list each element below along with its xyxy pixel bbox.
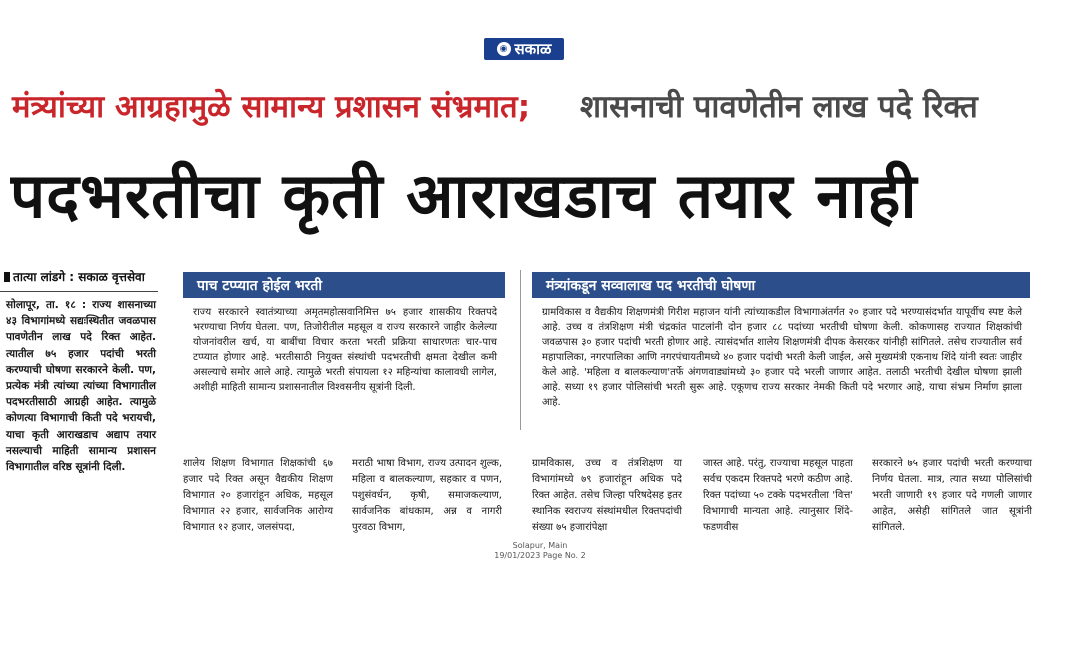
byline-block bbox=[0, 268, 160, 292]
box-right-body: ग्रामविकास व वैद्यकीय शिक्षणमंत्री गिरीश महाजन यांनी त्यांच्याकडील विभागाअंतर्गत २० हजार पदे भरण्यासंदर्भात यापूर्वीच स्पष्ट केले आहे. उच्च व तंत्रशिक्षण मंत्री चंद्रकांत पाटलांनी दोन हजार ८८ पदांच्या भरतीची घोषणा केली. कोकणासह राज्यात शिक्षकांची जवळपास ३० हजार पदांची भरती होणार आहे. त्यासंदर्भात शालेय शिक्षणमंत्री दीपक केसरकर यांनीही सांगितले. तसेच राज्यातील सर्व महापालिका, नगरपालिका आणि नगरपंचायतीमध्ये ४० हजार पदांची भरती केली जाईल, असे मुख्यमंत्री एकनाथ शिंदे यांनी स्वतः जाहीर केले आहे. 'महिला व बालकल्याण'तर्फे अंगणवाड्यांमध्ये ३० हजार पदे भरली जाणार आहेत. तलाठी भरतीची देखील घोषणा झाली आहे. सध्या १९ हजार पोलिसांची भरती सुरू आहे. एकूणच राज्य सरकार नेमकी किती पदे भरणार आहे, याचा संभ्रम निर्माण झाला आहे. bbox=[542, 307, 1022, 408]
logo-mark-icon: ◉ bbox=[497, 42, 511, 56]
lead-paragraph: सोलापूर, ता. १८ : राज्य शासनाच्या ४३ विभागांमध्ये सद्यःस्थितीत जवळपास पावणेतीन लाख पदे रिक्त आहेत. त्यातील ७५ हजार पदांची भरती करण्याची घोषणा सरकारने केली. पण, प्रत्येक मंत्री त्यांच्या त्यांच्या विभागातील पदभरतीसाठी आग्रही आहेत. त्यामुळे कोणत्या विभागाची किती पदे भरायची, याचा कृती आराखडाच अद्याप तयार नसल्याची माहिती सामान्य प्रशासन विभागातील वरिष्ठ सूत्रांनी दिली. bbox=[6, 299, 156, 474]
kicker-red: मंत्र्यांच्या आग्रहामुळे सामान्य प्रशासन संभ्रमात; bbox=[12, 89, 531, 125]
box-ministers-announcement bbox=[532, 272, 1030, 427]
footer-date-page: 19/01/2023 Page No. 2 bbox=[494, 551, 586, 560]
logo-text: सकाळ bbox=[514, 40, 552, 58]
footer-edition: Solapur, Main bbox=[512, 541, 568, 550]
body-column-2: मराठी भाषा विभाग, राज्य उत्पादन शुल्क, महिला व बालकल्याण, सहकार व पणन, पशुसंवर्धन, कृषी, समाजकल्याण, सार्वजनिक बांधकाम, अन्न व नागरी पुरवठा विभाग, bbox=[352, 458, 502, 533]
body-column-3: ग्रामविकास, उच्च व तंत्रशिक्षण या विभागांमध्ये ७९ हजारांहून अधिक पदे रिक्त आहेत. तसेच जिल्हा परिषदेसह इतर स्थानिक स्वराज्य संस्थांमधील रिक्तपदांची संख्या ७५ हजारांपेक्षा bbox=[532, 458, 682, 533]
byline-divider bbox=[0, 291, 158, 292]
body-column-5: सरकारने ७५ हजार पदांची भरती करण्याचा निर्णय घेतला. मात्र, त्यात सध्या पोलिसांची भरती जाणारी १९ हजार पदे गणली जाणार आहेत, असेही सांगितले जात सूत्रांनी सांगितले. bbox=[872, 458, 1032, 533]
byline-bullet-icon bbox=[4, 272, 10, 282]
box-left-body: राज्य सरकारने स्वातंत्र्याच्या अमृतमहोत्सवानिमित्त ७५ हजार शासकीय रिक्तपदे भरण्याचा निर्णय घेतला. पण, तिजोरीतील महसूल व राज्य सरकारने जाहीर केलेल्या योजनांवरील खर्च, या बाबींचा विचार करता भरती प्रक्रिया साधारणतः चार-पाच टप्प्यात होणार आहे. भरतीसाठी नियुक्त संस्थांची पदभरतीची क्षमता देखील कमी असल्याचे समोर आले आहे. त्यामुळे भरती संपायला १२ महिन्यांचा कालावधी लागेल, अशीही माहिती सामान्य प्रशासनातील विश्वसनीय सूत्रांनी दिली. bbox=[193, 307, 497, 393]
byline bbox=[0, 268, 160, 285]
headline: पदभरतीचा कृती आराखडाच तयार नाही bbox=[10, 159, 918, 232]
sakal-logo bbox=[484, 38, 564, 60]
body-column-1: शालेय शिक्षण विभागात शिक्षकांची ६७ हजार पदे रिक्त असून वैद्यकीय शिक्षण विभागात २० हजारांहून अधिक, महसूल विभागात २२ हजार, सार्वजनिक आरोग्य विभागात १२ हजार, जलसंपदा, bbox=[183, 458, 333, 533]
page-footer bbox=[460, 541, 620, 561]
box-right-title: मंत्र्यांकडून सव्वालाख पद भरतीची घोषणा bbox=[532, 272, 1030, 298]
kicker-line bbox=[0, 85, 1080, 129]
kicker-grey: शासनाची पावणेतीन लाख पदे रिक्त bbox=[580, 89, 978, 125]
byline-text: तात्या लांडगे : सकाळ वृत्तसेवा bbox=[13, 270, 145, 284]
box-left-title: पाच टप्प्यात होईल भरती bbox=[183, 272, 505, 298]
box-five-phases bbox=[183, 272, 505, 427]
column-divider bbox=[520, 270, 521, 430]
body-column-4: जास्त आहे. परंतु, राज्याचा महसूल पाहता सर्वच एकदम रिक्तपदे भरणे कठीण आहे. रिक्त पदांच्या ५० टक्के पदभरतीला 'वित्त' विभागाची मान्यता आहे. त्यानुसार शिंदे-फडणवीस bbox=[703, 458, 853, 533]
